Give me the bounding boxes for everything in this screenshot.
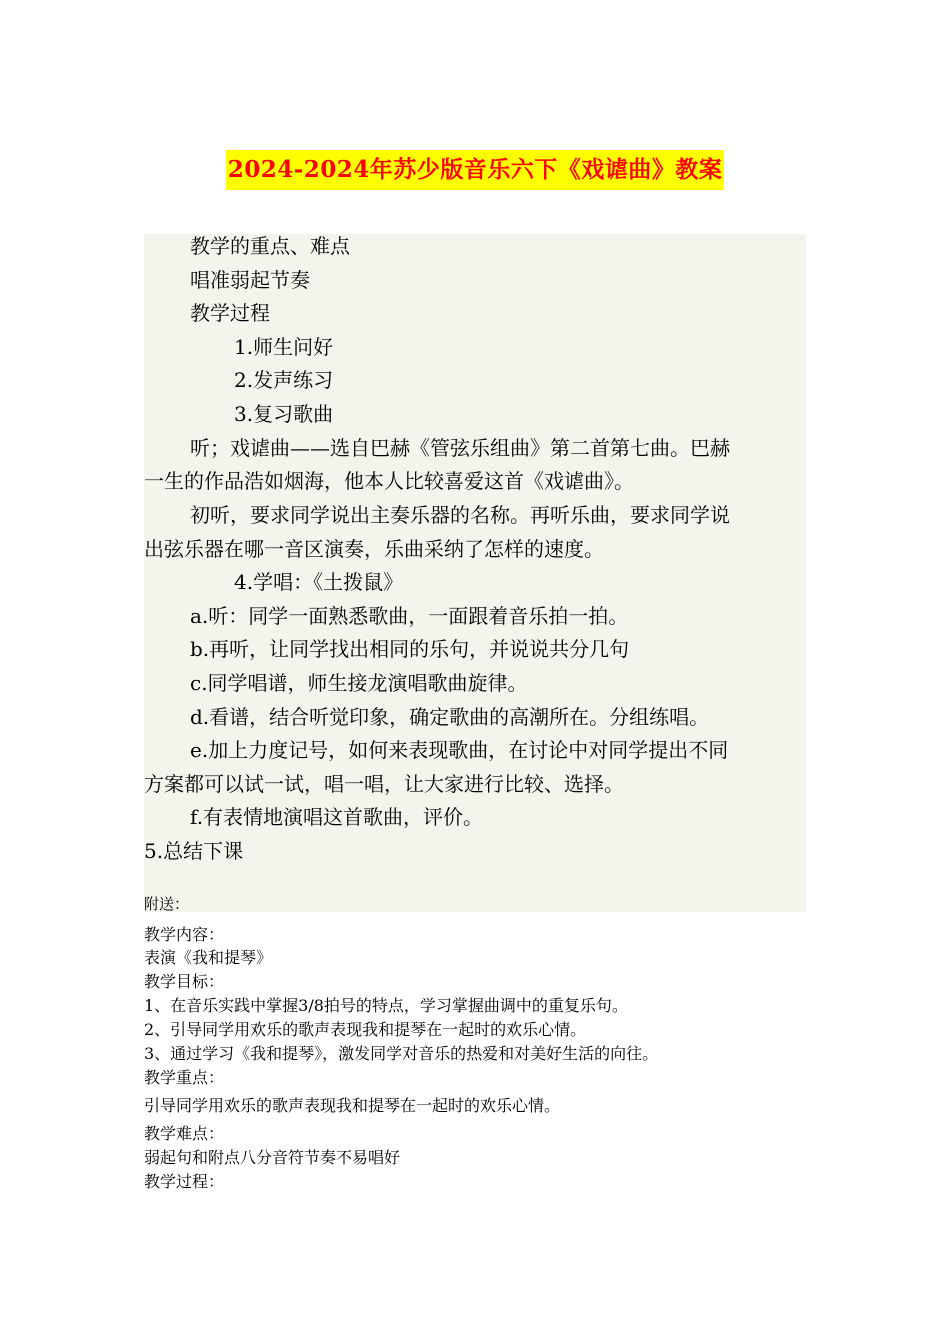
title-wrapper xyxy=(0,150,950,190)
list-item: 2.发声练习 xyxy=(234,368,334,392)
list-item: 1.师生问好 xyxy=(234,335,334,359)
appendix-line: 教学重点： xyxy=(144,1068,225,1087)
list-item: d.看谱，结合听觉印象，确定歌曲的高潮所在。分组练唱。 xyxy=(190,705,710,729)
text-line: 唱准弱起节奏 xyxy=(190,268,310,292)
appendix-line: 教学目标： xyxy=(144,972,225,991)
list-item: 3.复习歌曲 xyxy=(234,402,334,426)
paragraph-line: 出弦乐器在哪一音区演奏，乐曲采纳了怎样的速度。 xyxy=(144,537,604,561)
appendix-line: 3、通过学习《我和提琴》，激发同学对音乐的热爱和对美好生活的向往。 xyxy=(144,1044,659,1063)
list-item: e.加上力度记号，如何来表现歌曲，在讨论中对同学提出不同 xyxy=(190,738,729,762)
appendix-line: 弱起句和附点八分音符节奏不易唱好 xyxy=(144,1148,401,1167)
appendix-line: 2、引导同学用欢乐的歌声表现我和提琴在一起时的欢乐心情。 xyxy=(144,1020,587,1039)
paragraph-line: 听；戏谑曲——选自巴赫《管弦乐组曲》第二首第七曲。巴赫 xyxy=(190,436,730,460)
heading-process: 教学过程 xyxy=(190,301,270,325)
list-item: 5.总结下课 xyxy=(144,839,244,863)
list-item: 4.学唱：《土拨鼠》 xyxy=(234,570,404,594)
heading-key-points: 教学的重点、难点 xyxy=(190,234,350,258)
appendix-line: 教学过程： xyxy=(144,1172,225,1191)
appendix-label: 附送： xyxy=(144,895,190,913)
paragraph-line: 一生的作品浩如烟海，他本人比较喜爱这首《戏谑曲》。 xyxy=(144,469,634,493)
paragraph-line: 初听，要求同学说出主奏乐器的名称。再听乐曲，要求同学说 xyxy=(190,503,730,527)
paragraph-line: 方案都可以试一试，唱一唱，让大家进行比较、选择。 xyxy=(144,772,624,796)
appendix-line: 教学内容： xyxy=(144,925,225,944)
appendix-line: 教学难点： xyxy=(144,1124,225,1143)
appendix-line: 表演《我和提琴》 xyxy=(144,948,273,967)
document-title: 2024-2024年苏少版音乐六下《戏谑曲》教案 xyxy=(226,150,725,190)
appendix-line: 引导同学用欢乐的歌声表现我和提琴在一起时的欢乐心情。 xyxy=(144,1096,561,1115)
appendix-line: 1、在音乐实践中掌握3/8拍号的特点，学习掌握曲调中的重复乐句。 xyxy=(144,996,628,1015)
list-item: f.有表情地演唱这首歌曲，评价。 xyxy=(190,805,484,829)
list-item: c.同学唱谱，师生接龙演唱歌曲旋律。 xyxy=(190,671,528,695)
list-item: b.再听，让同学找出相同的乐句，并说说共分几句 xyxy=(190,637,630,661)
list-item: a.听：同学一面熟悉歌曲，一面跟着音乐拍一拍。 xyxy=(190,604,629,628)
